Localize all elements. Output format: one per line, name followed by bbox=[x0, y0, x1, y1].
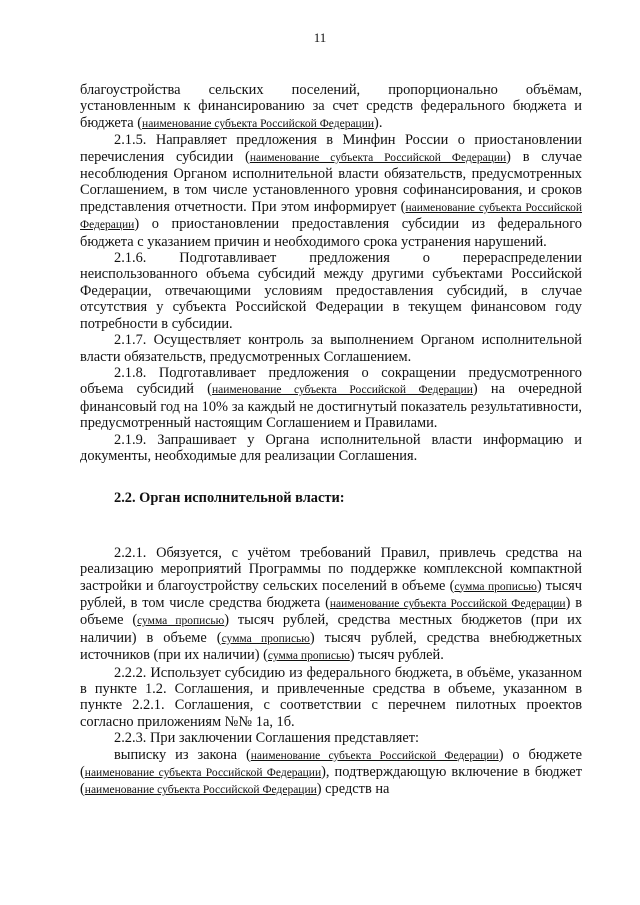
placeholder-amount-words: сумма прописью bbox=[221, 632, 310, 645]
placeholder-amount-words: сумма прописью bbox=[267, 650, 350, 663]
text-run: ) тысяч рублей, средства внебюджетных источников (при их наличии) ( bbox=[80, 629, 582, 664]
placeholder-subject-name: наименование субъекта Российской Федерации bbox=[84, 767, 322, 780]
paragraph-intro bbox=[80, 82, 582, 132]
paragraph-2-2-1 bbox=[80, 545, 582, 665]
text-run: ) о приостановлении предоставления субсидии из федерального бюджета с указанием причин и необходимого срока устранения нарушений. bbox=[80, 216, 582, 250]
placeholder-amount-words: сумма прописью bbox=[454, 580, 537, 593]
paragraph-2-1-8 bbox=[80, 365, 582, 432]
text-run: ) о бюджете ( bbox=[80, 746, 582, 781]
text-run: ), подтверждающую включение в бюджет ( bbox=[80, 764, 582, 798]
section-heading: 2.2. Орган исполнительной власти: bbox=[114, 490, 345, 507]
text-run: 2.1.5. Направляет предложения в Минфин России о приостановлении перечисления субсидии ( bbox=[80, 132, 582, 165]
paragraph-2-2-2: 2.2.2. Использует субсидию из федерального бюджета, в объёме, указанном в пункте 1.2. Соглашения, и привлеченные средства в объеме, указанном в пункте 2.2.1. Соглашения, с соответствии с перечнем пилотных проектов согласно приложениям №№ 1а, 1б. bbox=[80, 664, 582, 730]
text-run: выписку из закона ( bbox=[114, 746, 251, 763]
paragraph-2-1-7: 2.1.7. Осуществляет контроль за выполнением Органом исполнительной власти обязательств, предусмотренных Соглашением. bbox=[80, 332, 582, 365]
placeholder-subject-name: наименование субъекта Российской Федерации bbox=[211, 384, 473, 397]
paragraph-extract bbox=[80, 747, 582, 799]
text-run: ). bbox=[374, 114, 383, 131]
text-run: ) тысяч рублей, в том числе средства бюджета ( bbox=[80, 577, 582, 611]
placeholder-subject-name: наименование субъекта Российской Федерации bbox=[84, 784, 317, 797]
text-run: ) в объеме ( bbox=[80, 594, 582, 629]
text-run: ) на очередной финансовый год на 10% за каждый не достигнутый показатель результативности, предусмотренный настоящим Соглашением и Правилами. bbox=[80, 381, 582, 432]
paragraph-2-1-5 bbox=[80, 132, 582, 250]
placeholder-subject-name: наименование субъекта Российской Федерации bbox=[250, 749, 499, 762]
spacer bbox=[80, 507, 582, 545]
placeholder-subject-name: наименование субъекта Российской Федерации bbox=[142, 117, 375, 130]
placeholder-amount-words: сумма прописью bbox=[137, 615, 225, 628]
text-run: ) тысяч рублей, средства местных бюджетов (при их наличии) в объеме ( bbox=[80, 612, 582, 646]
paragraph-2-2-3: 2.2.3. При заключении Соглашения представляет: bbox=[114, 730, 419, 747]
text-run: ) тысяч рублей. bbox=[349, 647, 444, 664]
placeholder-subject-name: наименование субъекта Российской Федерации bbox=[80, 201, 582, 232]
text-run: ) средств на bbox=[316, 781, 390, 798]
placeholder-subject-name: наименование субъекта Российской Федерации bbox=[249, 151, 507, 164]
text-run: ) в случае несоблюдения Органом исполнительной власти обязательств, предусмотренных Соглашением, в том числе установленного уровня софинансирования, и сроков представления отчетности. При этом информирует ( bbox=[80, 148, 582, 215]
document-body bbox=[80, 82, 582, 799]
paragraph-2-1-6: 2.1.6. Подготавливает предложения о перераспределении неиспользованного объема субсидий между другими субъектами Российской Федерации, отвечающими условиям предоставления субсидий, в случае отсутствия у субъекта Российской Федерации в текущем финансовом году потребности в субсидии. bbox=[80, 250, 582, 332]
placeholder-subject-name: наименование субъекта Российской Федерации bbox=[329, 597, 566, 610]
text-run: 2.2.1. Обязуется, с учётом требований Правил, привлечь средства на реализацию мероприятий Программы по поддержке комплексной компактной застройки и благоустройству сельских поселений в объеме ( bbox=[80, 544, 582, 594]
text-run: благоустройства сельских поселений, пропорционально объёмам, установленным к финансированию за счет средств федерального бюджета и бюджета ( bbox=[80, 82, 582, 131]
page-number: 11 bbox=[313, 30, 327, 45]
text-run: 2.1.8. Подготавливает предложения о сокращении предусмотренного объема субсидий ( bbox=[80, 364, 582, 398]
paragraph-2-1-9: 2.1.9. Запрашивает у Органа исполнительной власти информацию и документы, необходимые для реализации Соглашения. bbox=[80, 431, 582, 464]
